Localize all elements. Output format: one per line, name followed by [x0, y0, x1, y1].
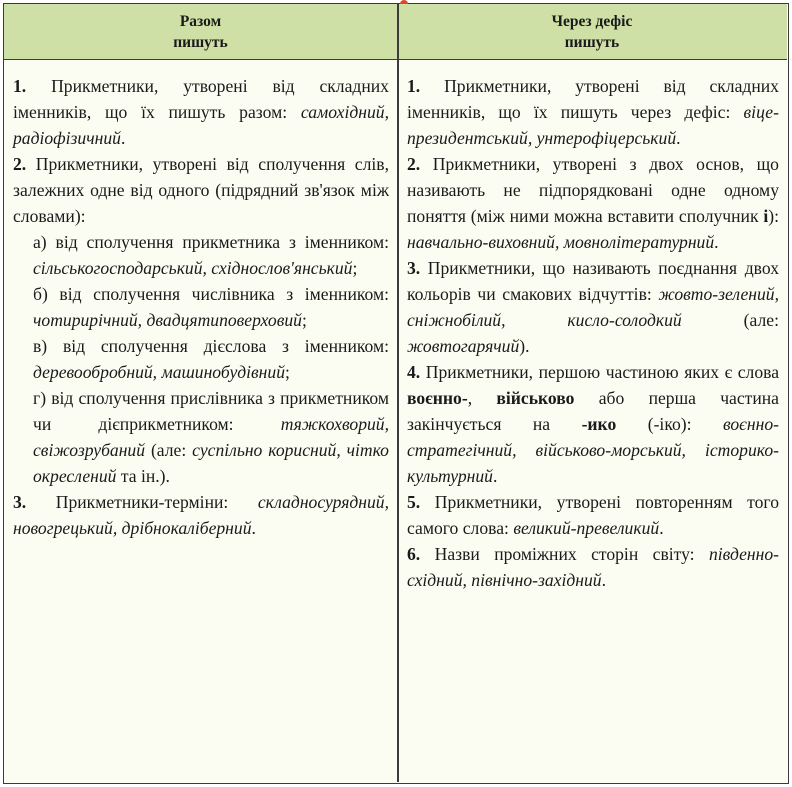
header-cell-together — [4, 4, 397, 60]
left-rule-1: 1. Прикметники, утворені від складних іменників, що їх пишуть разом: самохідний, радіофізичний. — [13, 76, 389, 148]
header-hyphen-line2: пишуть — [564, 34, 620, 51]
spelling-rules-table — [3, 3, 789, 784]
left-rule-3: 3. Прикметники-терміни: складносурядний, новогрецький, дрібнокаліберний. — [13, 492, 389, 538]
right-rule-5: 5. Прикметники, утворені повторенням того самого слова: великий-превеликий. — [407, 492, 779, 538]
left-rule-2b: б) від сполучення числівника з іменником: чотирирічний, двадцятиповерховий; — [33, 284, 389, 330]
header-together-line1: Разом — [179, 13, 222, 30]
left-rule-2c: в) від сполучення дієслова з іменником: деревообробний, машинобудівний; — [33, 336, 389, 382]
left-rule-2: 2. Прикметники, утворені від сполучення слів, залежних одне від одного (підрядний зв'язок між словами): — [13, 154, 389, 226]
left-column — [13, 73, 389, 541]
right-rule-2: 2. Прикметники, утворені з двох основ, що називають не підпорядковані одне одному поняття (між ними можна вставити сполучник і): навчально-виховний, мовнолітературний. — [407, 154, 779, 252]
table-header-row — [4, 4, 787, 60]
header-hyphen-line1: Через дефіс — [551, 13, 633, 30]
right-rule-6: 6. Назви проміжних сторін світу: південно-східний, північно-західний. — [407, 544, 779, 590]
header-together-line2: пишуть — [173, 34, 228, 51]
left-rule-2d: г) від сполучення прислівника з прикметником чи дієприкметником: тяжкохворий, свіжозрубаний (але: суспільно корисний, чітко окреслений та ін.). — [33, 388, 389, 486]
right-rule-4: 4. Прикметники, першою частиною яких є слова воєнно-, військово або перша частина закінчується на -ико (-іко): воєнно-стратегічний, військово-морський, історико-культурний. — [407, 362, 780, 486]
header-cell-hyphen — [397, 4, 787, 60]
left-rule-2a: а) від сполучення прикметника з іменником: сільськогосподарський, східнослов'янський; — [33, 232, 389, 278]
right-column — [407, 73, 779, 593]
table-body — [4, 60, 788, 783]
right-rule-1: 1. Прикметники, утворені від складних іменників, що їх пишуть через дефіс: віце-президентський, унтерофіцерський. — [407, 76, 779, 148]
right-rule-3: 3. Прикметники, що називають поєднання двох кольорів чи смакових відчуттів: жовто-зелений, сніжнобілий, кисло-солодкий (але: жовтогарячий). — [407, 258, 780, 356]
